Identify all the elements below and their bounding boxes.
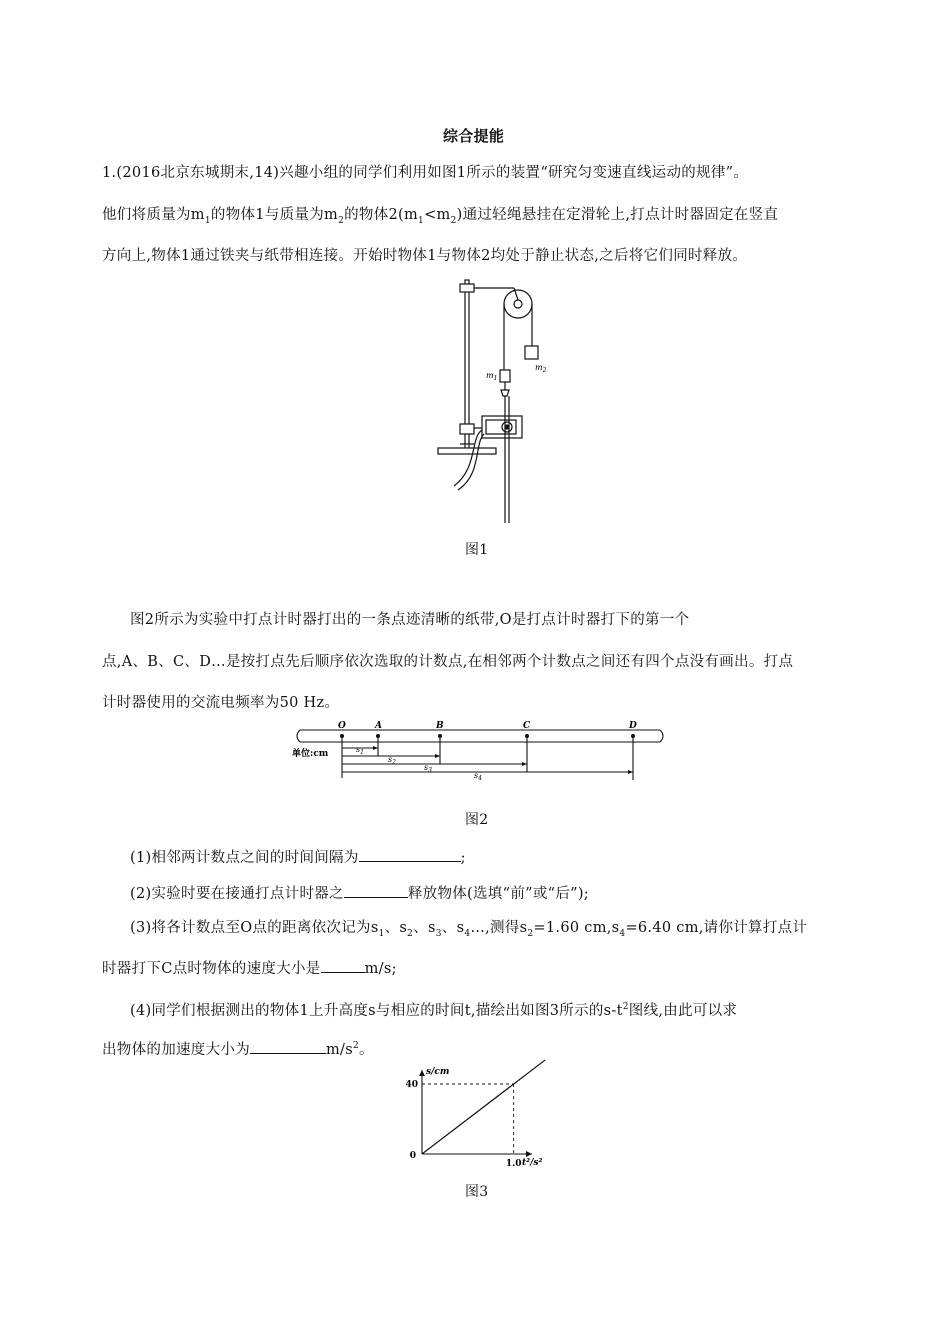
intro-line-2: 他们将质量为$m_1$的物体1与质量为$m_2$的物体$2(m_1<m_2)$通过轻绳悬挂在定滑轮上,打点计时器固定在竖直 (102, 207, 779, 226)
fig2-point-D: D (629, 721, 637, 731)
question-1: (1)相邻两计数点之间的时间间隔为 ; (130, 847, 466, 868)
fig1-label-m2: $m_2$ (535, 363, 547, 374)
question-3-line-2: 时器打下C点时物体的速度大小是 m/s; (102, 958, 397, 979)
para2-line-1: 图2所示为实验中打点计时器打出的一条点迹清晰的纸带,O是打点计时器打下的第一个 (130, 612, 690, 628)
section-title: 综合提能 (443, 127, 505, 145)
answer-blank-3[interactable] (321, 958, 365, 973)
fig2-s3-label: $s_3$ (424, 763, 432, 774)
figure-2-caption: 图2 (465, 812, 489, 828)
fig2-unit-label: 单位:cm (292, 749, 329, 759)
para2-line-2: 点,A、B、C、D…是按打点先后顺序依次选取的计数点,在相邻两个计数点之间还有四个点没有画出。打点 (102, 654, 794, 670)
chart-x-tick: 1.0 (505, 1159, 522, 1169)
chart-x-label: t²/s² (522, 1158, 543, 1168)
figure-1-caption: 图1 (465, 542, 489, 558)
fig2-s1-label: $s_1$ (356, 745, 364, 756)
chart-y-tick: 40 (405, 1080, 418, 1090)
figure-3-caption: 图3 (465, 1184, 489, 1200)
y-axis-arrow-icon (419, 1070, 425, 1076)
question-4-line-1: (4)同学们根据测出的物体1上升高度s与相应的时间t,描绘出如图3所示的$s-t^2$图线,由此可以求 (130, 1002, 738, 1019)
fig2-s4-label: $s_4$ (474, 771, 482, 782)
fig2-point-A: A (375, 721, 382, 731)
question-3-line-1: (3)将各计数点至O点的距离依次记为$s_1$、$s_2$、$s_3$、$s_4\dots$,测得$s_2=1.60$ $cm,s_4=6.40$ cm,请你计算打点计 (130, 920, 808, 939)
fig2-point-C: C (523, 721, 531, 731)
figure-2-tape (290, 718, 665, 790)
answer-blank-4[interactable] (250, 1039, 326, 1054)
fig2-point-O: O (338, 721, 346, 731)
x-axis-arrow-icon (526, 1151, 532, 1157)
chart-origin-label: 0 (409, 1151, 416, 1161)
question-4-line-2: 出物体的加速度大小为 $m/s^2$。 (102, 1036, 374, 1060)
figure-1-apparatus (430, 278, 560, 528)
chart-y-label: s/cm (426, 1067, 450, 1077)
fig2-s2-label: $s_2$ (388, 755, 396, 766)
figure-3-chart (380, 1062, 560, 1172)
question-2: (2)实验时要在接通打点计时器之 释放物体(选填“前”或“后”); (130, 883, 589, 904)
intro-line-3: 方向上,物体1通过铁夹与纸带相连接。开始时物体1与物体2均处于静止状态,之后将它们同时释放。 (102, 248, 748, 264)
answer-blank-2[interactable] (344, 883, 408, 898)
para2-line-3: 计时器使用的交流电频率为50 Hz。 (102, 695, 340, 711)
fig2-point-B: B (436, 721, 444, 731)
answer-blank-1[interactable] (359, 847, 461, 862)
intro-line-1: 1.(2016北京东城期末,14)兴趣小组的同学们利用如图1所示的装置“研究匀变速直线运动的规律”。 (102, 165, 749, 181)
fig1-label-m1: $m_1$ (486, 371, 498, 382)
